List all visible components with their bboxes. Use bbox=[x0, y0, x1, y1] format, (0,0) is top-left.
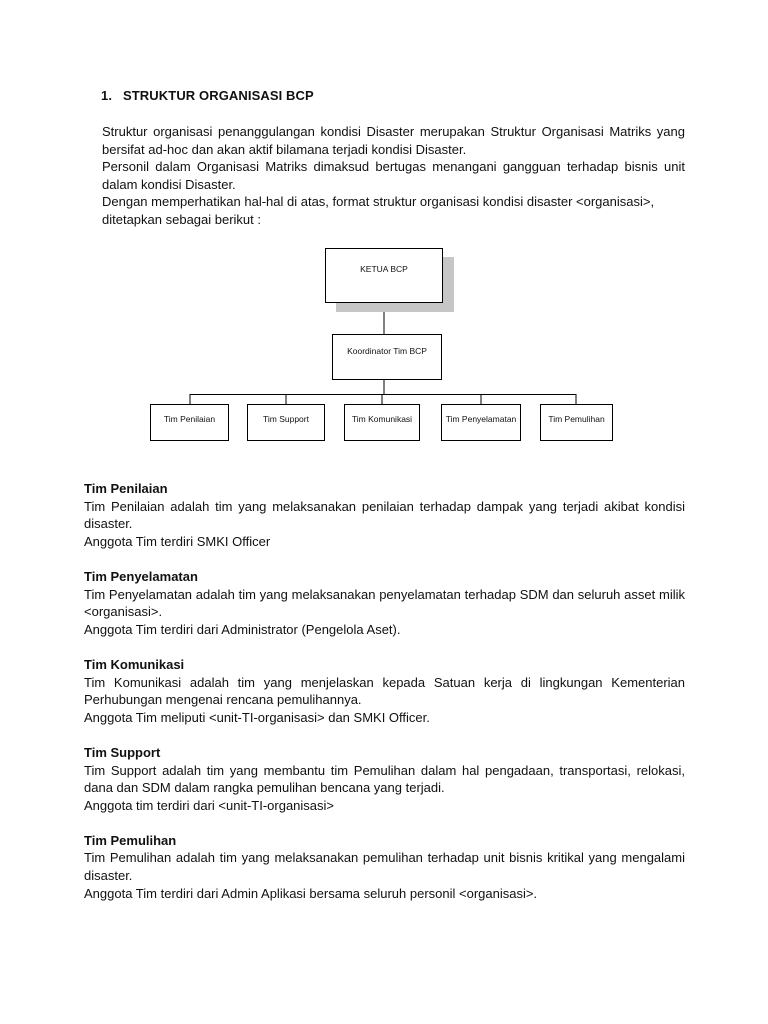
org-box-tim-pemulihan-label: Tim Pemulihan bbox=[548, 414, 605, 424]
section-tim-pemulihan bbox=[84, 832, 685, 902]
org-box-tim-penilaian-label: Tim Penilaian bbox=[163, 414, 216, 424]
section-title: Tim Penilaian bbox=[84, 481, 168, 496]
section-tim-support bbox=[84, 744, 685, 814]
section-description: Tim Penyelamatan adalah tim yang melaksanakan penyelamatan terhadap SDM dan seluruh asset milik <organisasi>. bbox=[84, 586, 685, 620]
section-tim-penyelamatan bbox=[84, 568, 685, 638]
org-box-tim-pemulihan bbox=[540, 404, 613, 441]
section-tim-penilaian bbox=[84, 480, 685, 550]
section-description: Tim Komunikasi adalah tim yang menjelaskan kepada Satuan kerja di lingkungan Kementerian Perhubungan mengenai rencana pemulihannya. bbox=[84, 674, 685, 708]
section-members: Anggota Tim terdiri dari Administrator (Pengelola Aset). bbox=[84, 621, 401, 637]
org-box-tim-komunikasi bbox=[344, 404, 420, 441]
section-members: Anggota Tim terdiri dari Admin Aplikasi bersama seluruh personil <organisasi>. bbox=[84, 885, 538, 901]
intro-paragraph-3: Dengan memperhatikan hal-hal di atas, format struktur organisasi kondisi disaster <organisasi>, ditetapkan sebagai berikut : bbox=[102, 194, 655, 227]
heading-number: 1. bbox=[101, 88, 113, 103]
section-title: Tim Komunikasi bbox=[84, 656, 185, 672]
section-members: Anggota Tim terdiri SMKI Officer bbox=[84, 533, 271, 549]
org-box-coordinator bbox=[332, 334, 442, 380]
section-heading bbox=[101, 88, 314, 103]
team-descriptions bbox=[84, 480, 685, 920]
section-title: Tim Support bbox=[84, 744, 161, 760]
section-description: Tim Pemulihan adalah tim yang melaksanakan pemulihan terhadap unit bisnis kritikal yang mengalami disaster. bbox=[84, 850, 685, 884]
org-box-tim-penyelamatan bbox=[441, 404, 521, 441]
section-title: Tim Pemulihan bbox=[84, 832, 177, 848]
org-chart bbox=[140, 242, 630, 452]
org-box-tim-support bbox=[247, 404, 325, 441]
intro-paragraph-2: Personil dalam Organisasi Matriks dimaksud bertugas menangani gangguan terhadap bisnis unit dalam kondisi Disaster. bbox=[102, 159, 685, 192]
section-title: Tim Penyelamatan bbox=[84, 568, 198, 584]
section-members: Anggota Tim meliputi <unit-TI-organisasi> dan SMKI Officer. bbox=[84, 709, 430, 725]
section-description: Tim Penilaian adalah tim yang melaksanakan penilaian terhadap dampak yang terjadi akibat kondisi disaster. bbox=[84, 498, 685, 532]
section-description: Tim Support adalah tim yang membantu tim Pemulihan dalam hal pengadaan, transportasi, relokasi, dana dan SDM dalam rangka pemulihan bencana yang terjadi. bbox=[84, 762, 685, 796]
org-box-tim-komunikasi-label: Tim Komunikasi bbox=[351, 414, 413, 424]
section-members: Anggota tim terdiri dari <unit-TI-organisasi> bbox=[84, 797, 335, 813]
heading-title: STRUKTUR ORGANISASI BCP bbox=[123, 88, 314, 103]
intro-text bbox=[102, 123, 685, 229]
section-tim-komunikasi bbox=[84, 656, 685, 726]
org-box-tim-penilaian bbox=[150, 404, 229, 441]
org-box-ketua bbox=[325, 248, 443, 303]
org-box-tim-penyelamatan-label: Tim Penyelamatan bbox=[445, 414, 517, 424]
org-box-tim-support-label: Tim Support bbox=[263, 414, 309, 424]
org-box-coordinator-label: Koordinator Tim BCP bbox=[347, 346, 427, 356]
intro-paragraph-1: Struktur organisasi penanggulangan kondisi Disaster merupakan Struktur Organisasi Matriks yang bersifat ad-hoc dan akan aktif bilamana terjadi kondisi Disaster. bbox=[102, 124, 685, 157]
org-box-ketua-label: KETUA BCP bbox=[360, 264, 408, 274]
